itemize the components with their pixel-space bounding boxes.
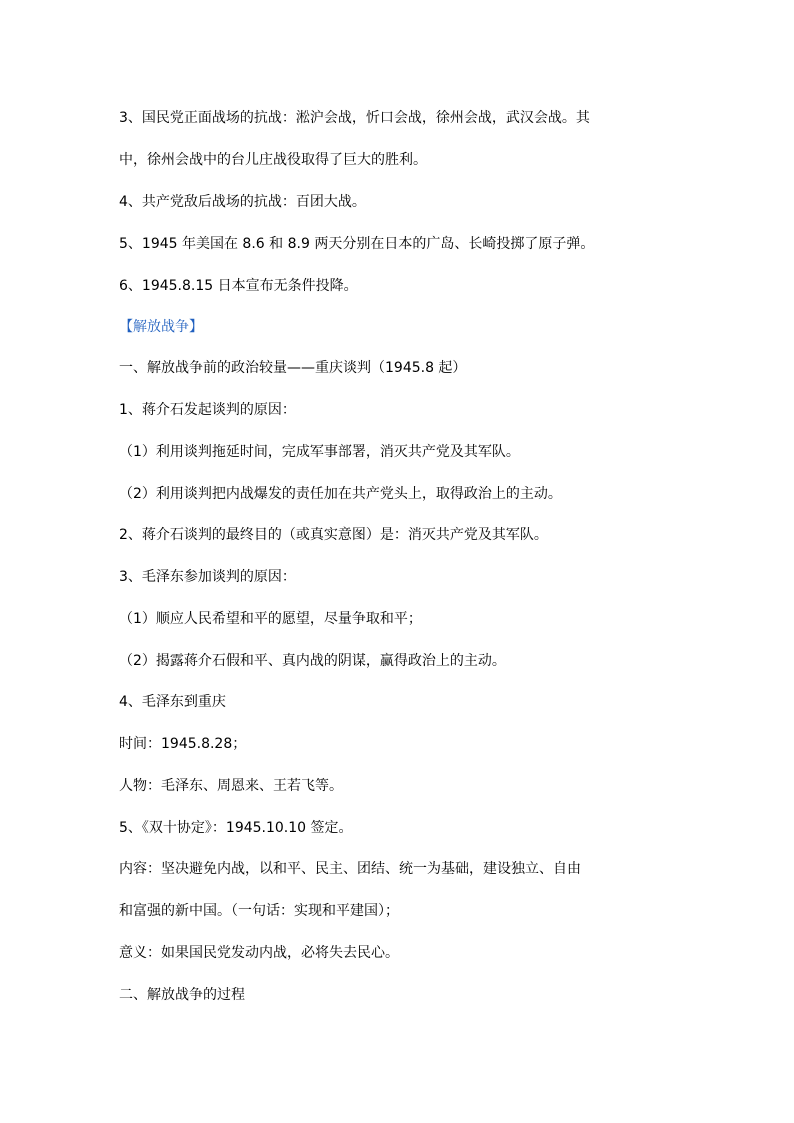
- text-line: （2）利用谈判把内战爆发的责任加在共产党头上，取得政治上的主动。: [119, 486, 562, 502]
- text-line: 5、《双十协定》：1945.10.10 签定。: [119, 820, 353, 836]
- text-line: 5、1945 年美国在 8.6 和 8.9 两天分别在日本的广岛、长崎投掷了原子弹。: [119, 236, 595, 252]
- text-line: （1）利用谈判拖延时间，完成军事部署，消灭共产党及其军队。: [119, 444, 520, 460]
- text-line: 3、国民党正面战场的抗战：淞沪会战，忻口会战，徐州会战，武汉会战。其: [119, 110, 590, 126]
- heading-line: 一、解放战争前的政治较量——重庆谈判（1945.8 起）: [119, 360, 467, 376]
- text-line: 2、蒋介石谈判的最终目的（或真实意图）是：消灭共产党及其军队。: [119, 527, 548, 543]
- text-line: 4、共产党敌后战场的抗战：百团大战。: [119, 194, 366, 210]
- text-line: 和富强的新中国。（一句话：实现和平建国）；: [119, 903, 399, 919]
- text-line: 1、蒋介石发起谈判的原因：: [119, 402, 296, 418]
- text-line: 时间：1945.8.28；: [119, 736, 247, 752]
- text-line: （2）揭露蒋介石假和平、真内战的阴谋，赢得政治上的主动。: [119, 653, 506, 669]
- text-line: 中，徐州会战中的台儿庄战役取得了巨大的胜利。: [119, 152, 427, 168]
- heading-line: 二、解放战争的过程: [119, 987, 245, 1003]
- text-line: 6、1945.8.15 日本宣布无条件投降。: [119, 278, 358, 294]
- text-line: 3、毛泽东参加谈判的原因：: [119, 569, 296, 585]
- text-line: 人物：毛泽东、周恩来、王若飞等。: [119, 778, 343, 794]
- text-line: 4、毛泽东到重庆: [119, 694, 226, 710]
- section-heading: 【解放战争】: [119, 319, 203, 335]
- text-line: 意义：如果国民党发动内战，必将失去民心。: [119, 945, 399, 961]
- text-line: （1）顺应人民希望和平的愿望，尽量争取和平；: [119, 611, 422, 627]
- text-line: 内容：坚决避免内战，以和平、民主、团结、统一为基础，建设独立、自由: [119, 861, 581, 877]
